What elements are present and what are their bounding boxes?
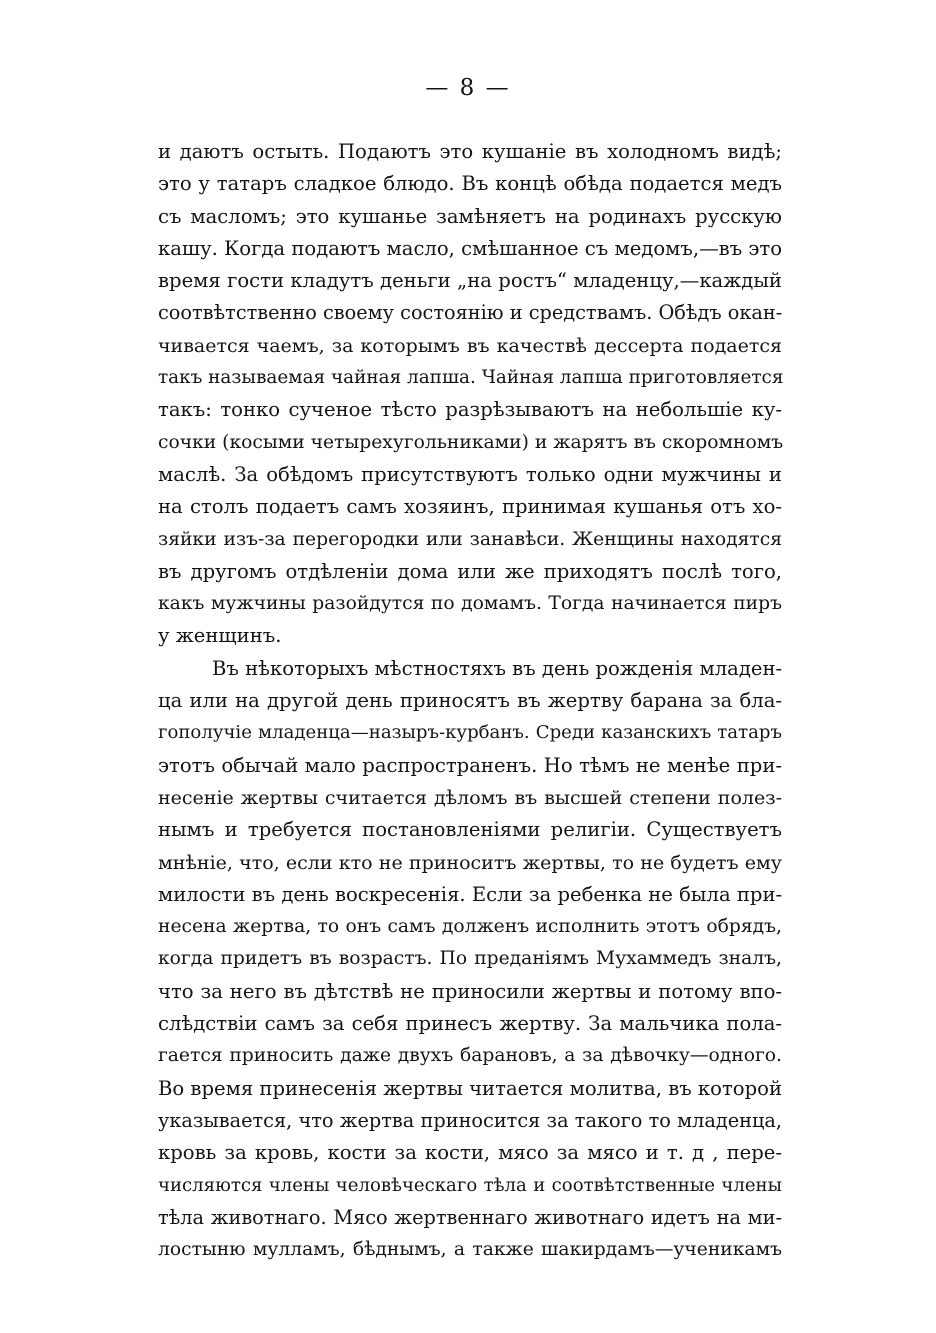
text-line: что за него въ дѣтствѣ не приносили жертвы и потому впо- bbox=[158, 979, 782, 1003]
text-line: тѣла животнаго. Мясо жертвеннаго животнаго идетъ на ми- bbox=[158, 1205, 782, 1229]
text-line: мнѣніе, что, если кто не приноситъ жертвы, то не будетъ ему bbox=[158, 851, 782, 874]
text-line: какъ мужчины разойдутся по домамъ. Тогда начинается пиръ bbox=[158, 593, 782, 615]
text-line: ца или на другой день приносятъ въ жертву барана за бла- bbox=[158, 689, 782, 713]
text-line: и даютъ остыть. Подаютъ это кушаніе въ холодномъ видѣ; bbox=[158, 140, 782, 163]
text-line: зяйки изъ-за перегородки или занавѣси. Женщины находятся bbox=[158, 528, 782, 550]
text-line: Въ нѣкоторыхъ мѣстностяхъ въ день рожденія младен- bbox=[212, 656, 783, 680]
text-line: нымъ и требуется постановленіями религіи. Существуетъ bbox=[158, 818, 782, 842]
text-line: это у татаръ сладкое блюдо. Въ концѣ обѣда подается медъ bbox=[158, 172, 782, 196]
text-line: несена жертва, то онъ самъ долженъ исполнить этотъ обрядъ, bbox=[158, 916, 782, 938]
text-line: такъ: тонко сученое тѣсто разрѣзываютъ на небольшіе ку- bbox=[158, 398, 782, 422]
text-line: на столъ подаетъ самъ хозяинъ, принимая кушанья отъ хо- bbox=[158, 495, 782, 519]
body-text bbox=[158, 136, 782, 1266]
text-line: маслѣ. За обѣдомъ присутствуютъ только одни мужчины и bbox=[158, 462, 782, 486]
text-line: кашу. Когда подаютъ масло, смѣшанное съ медомъ,—въ это bbox=[158, 236, 783, 260]
paragraph-2 bbox=[158, 653, 782, 1267]
text-line: время гости кладутъ деньги „на ростъ“ младенцу,—каждый bbox=[158, 269, 782, 293]
text-line: такъ называемая чайная лапша. Чайная лапша приготовляется bbox=[158, 367, 784, 389]
paragraph-1 bbox=[158, 136, 782, 653]
text-line: соотвѣтственно своему состоянію и средствамъ. Обѣдъ окан- bbox=[158, 301, 783, 325]
text-line: этотъ обычай мало распространенъ. Но тѣмъ не менѣе при- bbox=[158, 753, 782, 777]
text-line: у женщинъ. bbox=[158, 624, 282, 648]
text-line: слѣдствіи самъ за себя принесъ жертву. За мальчика пола- bbox=[158, 1012, 782, 1036]
text-line: сочки (косыми четырехугольниками) и жарятъ въ скоромномъ bbox=[158, 431, 784, 453]
text-line: кровь за кровь, кости за кости, мясо за мясо и т. д , пере- bbox=[158, 1141, 782, 1165]
text-line: съ масломъ; это кушанье замѣняетъ на родинахъ русскую bbox=[158, 204, 782, 228]
page-number: — 8 — bbox=[425, 75, 511, 101]
text-line: числяются члены человѣческаго тѣла и соотвѣтственные члены bbox=[158, 1174, 782, 1196]
text-line: гается приносить даже двухъ барановъ, а за дѣвочку—одного. bbox=[158, 1045, 782, 1067]
text-line: указывается, что жертва приносится за такого то младенца, bbox=[158, 1108, 782, 1132]
text-line: несеніе жертвы считается дѣломъ въ высшей степени полез- bbox=[158, 786, 782, 809]
text-line: милости въ день воскресенія. Если за ребенка не была при- bbox=[158, 882, 783, 906]
text-line: Во время принесенія жертвы читается молитва, въ которой bbox=[158, 1076, 782, 1100]
text-line: лостыню мулламъ, бѣднымъ, а также шакирдамъ—ученикамъ bbox=[158, 1239, 782, 1261]
text-line: чивается чаемъ, за которымъ въ качествѣ дессерта подается bbox=[158, 334, 782, 357]
text-line: въ другомъ отдѣленіи дома или же приходятъ послѣ того, bbox=[158, 559, 782, 583]
text-line: гополучіе младенца—назыръ-курбанъ. Среди казанскихъ татаръ bbox=[158, 722, 782, 744]
text-line: когда придетъ въ возрастъ. По преданіямъ Мухаммедъ зналъ, bbox=[158, 948, 782, 970]
